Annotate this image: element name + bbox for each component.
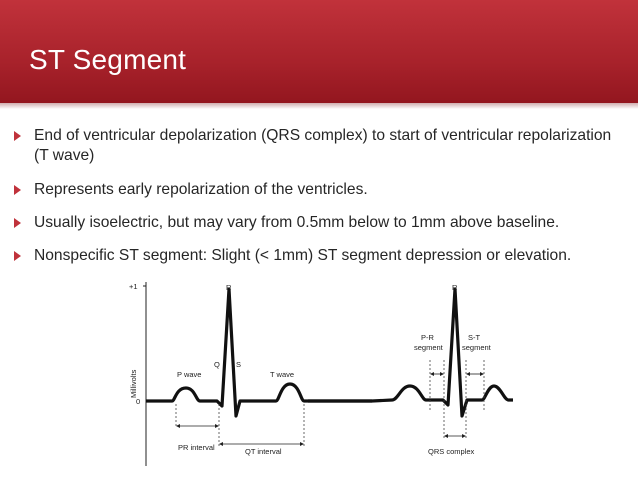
pr-segment-arrowhead-left-icon (430, 372, 434, 376)
ecg-trace (146, 289, 513, 416)
y-axis-label: Millivolts (129, 369, 138, 398)
pr-segment-label-line1: P-R (421, 333, 434, 342)
qrs-arrowhead-right-icon (462, 434, 466, 438)
p-wave-label: P wave (177, 370, 202, 379)
st-segment-label-line1: S-T (468, 333, 481, 342)
bullet-arrow-icon (14, 218, 21, 228)
qt-arrowhead-left-icon (219, 442, 223, 446)
pr-interval-label: PR interval (178, 443, 215, 452)
q-wave-label: Q (214, 360, 220, 369)
qrs-complex-label: QRS complex (428, 447, 475, 456)
bullet-text: Represents early repolarization of the ventricles. (34, 181, 368, 198)
st-segment-arrowhead-right-icon (480, 372, 484, 376)
t-wave-label: T wave (270, 370, 295, 379)
pr-segment-arrowhead-right-icon (440, 372, 444, 376)
pr-arrowhead-left-icon (176, 424, 180, 428)
pr-arrowhead-right-icon (215, 424, 219, 428)
slide-title: ST Segment (29, 44, 187, 75)
r-wave-label: R (226, 283, 232, 292)
qt-interval-label: QT interval (245, 447, 282, 456)
bullet-text: Usually isoelectric, but may vary from 0.5mm below to 1mm above baseline. (34, 214, 560, 231)
y-tick-top-label: +1 (129, 282, 138, 291)
pr-segment-label-line2: segment (414, 343, 443, 352)
title-bar-shadow (0, 103, 638, 109)
r-wave-label-2: R (452, 283, 458, 292)
st-segment-label-line2: segment (462, 343, 491, 352)
st-segment-arrowhead-left-icon (466, 372, 470, 376)
bullet-item (0, 180, 638, 200)
bullet-item (0, 126, 638, 166)
ecg-diagram (122, 278, 520, 471)
qt-arrowhead-right-icon (300, 442, 304, 446)
bullet-arrow-icon (14, 185, 21, 195)
title-bar (0, 0, 638, 103)
bullet-arrow-icon (14, 131, 21, 141)
bullet-item (0, 246, 638, 266)
bullet-arrow-icon (14, 251, 21, 261)
bullet-item (0, 213, 638, 233)
ecg-diagram-svg (122, 278, 520, 471)
bullet-list (0, 126, 638, 279)
s-wave-label: S (236, 360, 242, 369)
y-tick-zero-label: 0 (136, 397, 141, 406)
qrs-arrowhead-left-icon (444, 434, 448, 438)
bullet-text: End of ventricular depolarization (QRS complex) to start of ventricular repolarization (T wave) (34, 127, 612, 164)
bullet-text: Nonspecific ST segment: Slight (< 1mm) ST segment depression or elevation. (34, 247, 572, 264)
